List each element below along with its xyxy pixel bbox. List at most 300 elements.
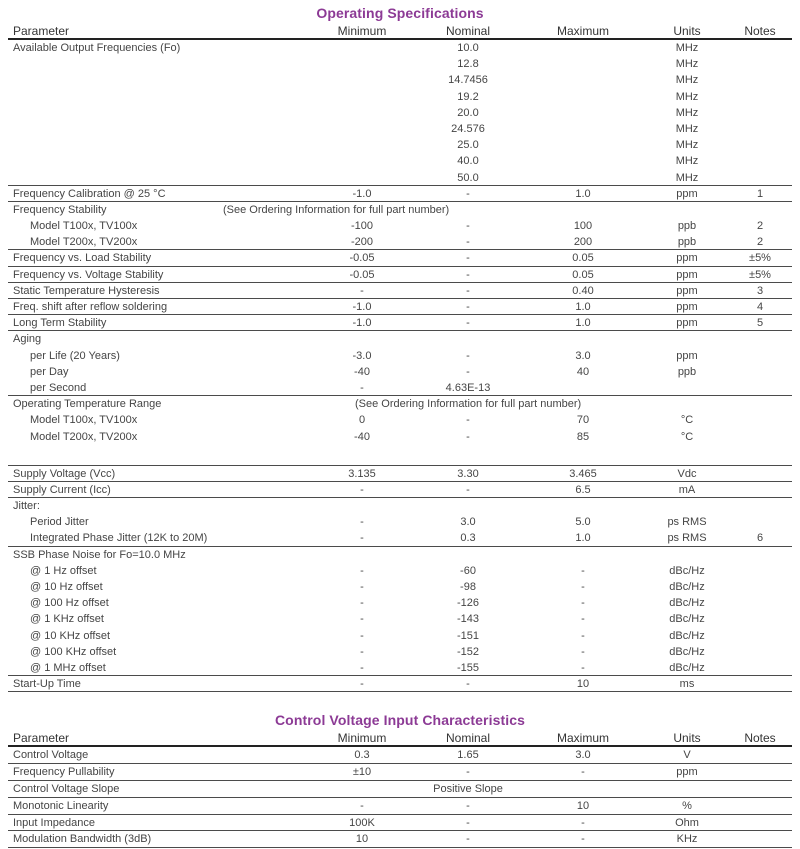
- cell-notes: [728, 660, 792, 675]
- cell-units: ps RMS: [667, 532, 707, 545]
- cell-minimum: 10: [355, 833, 369, 846]
- cell-units: MHz: [675, 122, 699, 135]
- cell-notes: [728, 466, 792, 481]
- cell-nominal: [416, 498, 520, 514]
- cell-parameter: Monotonic Linearity: [13, 799, 109, 812]
- cell-maximum: -: [581, 613, 585, 626]
- cell-nominal: -60: [460, 564, 476, 577]
- cell-maximum: 3.0: [575, 349, 591, 362]
- cell-nominal: -: [466, 483, 470, 496]
- table-row: [8, 283, 792, 299]
- column-header-parameter: Parameter: [13, 731, 70, 745]
- cell-units: MHz: [675, 139, 699, 152]
- cell-parameter: @ 1 KHz offset: [30, 613, 104, 626]
- cell-parameter: Frequency vs. Load Stability: [13, 252, 152, 265]
- cell-units: V: [683, 749, 691, 761]
- cell-minimum: 100K: [349, 816, 375, 829]
- cell-units: Ohm: [675, 816, 699, 829]
- cell-units: MHz: [675, 106, 699, 119]
- cell-nominal: -: [466, 816, 470, 829]
- cell-minimum: -3.0: [352, 349, 372, 362]
- table-row: [8, 40, 792, 56]
- table-row: [8, 234, 792, 250]
- table-row: [8, 412, 792, 428]
- cell-units: ppb: [677, 236, 697, 249]
- table-row: [8, 89, 792, 105]
- cell-parameter: [8, 89, 308, 105]
- cell-maximum: 85: [576, 430, 590, 443]
- cell-parameter: @ 10 KHz offset: [30, 629, 111, 642]
- cell-units: dBc/Hz: [669, 597, 705, 610]
- column-header-parameter: Parameter: [13, 24, 70, 38]
- table-body: [8, 40, 792, 692]
- table-row: [8, 72, 792, 88]
- cell-maximum: [520, 56, 646, 72]
- cell-parameter: @ 1 MHz offset: [30, 661, 106, 674]
- cell-maximum: [520, 153, 646, 169]
- cell-maximum: -: [581, 765, 585, 778]
- cell-units: dBc/Hz: [669, 564, 705, 577]
- table-row: [8, 429, 792, 445]
- cell-minimum: 3.135: [348, 467, 376, 480]
- cell-maximum: 70: [576, 414, 590, 427]
- cell-minimum: -: [360, 799, 364, 812]
- table-row: [8, 121, 792, 137]
- cell-notes: [728, 105, 792, 121]
- table-row: [8, 644, 792, 660]
- cell-parameter: @ 100 Hz offset: [30, 597, 109, 610]
- cell-units: ppb: [677, 365, 697, 378]
- table-row: [8, 595, 792, 611]
- column-header-notes: Notes: [744, 731, 776, 745]
- cell-notes: [728, 676, 792, 691]
- cell-parameter: Available Output Frequencies (Fo): [13, 42, 181, 54]
- table-row-spacer: [8, 445, 792, 466]
- cell-maximum: 0.05: [572, 252, 594, 265]
- table-row: [8, 547, 792, 563]
- cell-maximum: [520, 105, 646, 121]
- cell-parameter: SSB Phase Noise for Fo=10.0 MHz: [13, 548, 186, 561]
- cell-parameter: Supply Voltage (Vcc): [13, 467, 116, 480]
- table-row: [8, 364, 792, 380]
- cell-maximum: 0.05: [572, 268, 594, 281]
- cell-units: ppm: [676, 252, 698, 265]
- table-row: [8, 153, 792, 169]
- cell-notes: 2: [756, 236, 764, 249]
- cell-minimum: -: [360, 629, 364, 642]
- cell-parameter: [8, 153, 308, 169]
- cell-nominal: -151: [456, 629, 480, 642]
- column-header-notes: Notes: [744, 24, 776, 38]
- cell-notes: [728, 72, 792, 88]
- cell-nominal: -: [466, 430, 470, 443]
- table-row: [8, 764, 792, 781]
- cell-notes: [728, 611, 792, 627]
- cell-parameter: Control Voltage Slope: [13, 782, 120, 795]
- cell-notes: [728, 396, 792, 412]
- cell-parameter: per Life (20 Years): [30, 349, 120, 362]
- cell-maximum: [520, 89, 646, 105]
- cell-nominal: -: [466, 765, 470, 778]
- cell-nominal: -: [466, 799, 470, 812]
- table-row: [8, 396, 792, 412]
- cell-parameter: [8, 56, 308, 72]
- cell-maximum: 40: [576, 365, 590, 378]
- cell-maximum: -: [581, 661, 585, 674]
- table-row: [8, 186, 792, 202]
- cell-notes: ±5%: [749, 252, 771, 265]
- cell-nominal: -: [466, 236, 470, 249]
- cell-minimum: [308, 153, 416, 169]
- table-header-row: [8, 23, 792, 40]
- cell-maximum: [520, 170, 646, 185]
- cell-parameter: Jitter:: [13, 500, 40, 513]
- table-row: [8, 170, 792, 186]
- table-row: [8, 676, 792, 692]
- cell-parameter: Model T200x, TV200x: [30, 430, 138, 443]
- cell-maximum: -: [581, 833, 585, 846]
- cell-units: MHz: [675, 90, 699, 103]
- cell-nominal: 0.3: [460, 532, 476, 545]
- cell-nominal: [416, 331, 520, 347]
- cell-nominal: -: [466, 678, 470, 691]
- cell-maximum: -: [581, 816, 585, 829]
- cell-parameter: [8, 72, 308, 88]
- cell-parameter: Modulation Bandwidth (3dB): [13, 833, 152, 846]
- cell-maximum: 1.0: [575, 187, 591, 200]
- cell-notes: [728, 202, 792, 218]
- cell-notes: 4: [756, 301, 764, 313]
- cell-units: dBc/Hz: [669, 613, 705, 626]
- cell-notes: [728, 579, 792, 595]
- cell-nominal: -: [466, 252, 470, 265]
- cell-minimum: -1.0: [352, 301, 372, 313]
- table-row: [8, 202, 792, 218]
- cell-units: ppm: [676, 349, 698, 362]
- cell-minimum: -: [360, 678, 364, 691]
- cell-notes: [728, 644, 792, 660]
- cell-parameter: Aging: [13, 333, 42, 346]
- cell-parameter: Control Voltage: [13, 749, 89, 761]
- cell-nominal: -: [466, 414, 470, 427]
- cell-parameter: Model T100x, TV100x: [30, 414, 138, 427]
- column-header-maximum: Maximum: [556, 24, 609, 38]
- cell-notes: [728, 170, 792, 185]
- cell-notes: [728, 514, 792, 530]
- cell-notes: 3: [756, 284, 764, 297]
- cell-nominal: -: [466, 220, 470, 233]
- cell-notes: [728, 815, 792, 831]
- cell-units: ppm: [676, 268, 698, 281]
- cell-maximum: [520, 781, 646, 797]
- cell-notes: [728, 781, 792, 797]
- cell-units: MHz: [675, 74, 699, 87]
- cell-notes: [728, 831, 792, 847]
- cell-minimum: [308, 331, 416, 347]
- cell-parameter: Frequency vs. Voltage Stability: [13, 268, 164, 281]
- cell-nominal: 20.0: [457, 106, 479, 119]
- cell-units: Vdc: [677, 467, 697, 480]
- cell-maximum: 3.0: [575, 749, 591, 761]
- table-row: [8, 747, 792, 764]
- cell-nominal: 3.30: [457, 467, 479, 480]
- cell-units: MHz: [675, 58, 699, 71]
- cell-notes: [728, 764, 792, 780]
- cell-notes: [728, 364, 792, 380]
- cell-minimum: -: [360, 284, 364, 297]
- cell-minimum: -: [360, 597, 364, 610]
- cell-minimum: -1.0: [352, 187, 372, 200]
- cell-units: [646, 396, 728, 412]
- cell-notes: [728, 153, 792, 169]
- cell-maximum: 10: [576, 678, 590, 691]
- cell-units: dBc/Hz: [669, 645, 705, 658]
- column-header-units: Units: [673, 731, 701, 745]
- cell-minimum: -: [360, 532, 364, 545]
- table-row: [8, 482, 792, 498]
- table-row: [8, 315, 792, 331]
- cell-minimum: 0.3: [354, 749, 370, 761]
- cell-minimum: [308, 498, 416, 514]
- column-header-minimum: Minimum: [337, 731, 387, 745]
- cell-units: MHz: [675, 155, 699, 168]
- cell-notes: [728, 348, 792, 364]
- cell-parameter: Model T200x, TV200x: [30, 236, 138, 249]
- cell-nominal: 10.0: [457, 42, 479, 54]
- cell-minimum: [308, 137, 416, 153]
- cell-units: [646, 331, 728, 347]
- cell-maximum: 3.465: [569, 467, 597, 480]
- cell-parameter: Start-Up Time: [13, 678, 81, 691]
- cell-parameter: Input Impedance: [13, 816, 95, 829]
- table-row: [8, 628, 792, 644]
- cell-parameter: Frequency Pullability: [13, 765, 115, 778]
- cell-units: ppm: [676, 765, 698, 778]
- table-row: [8, 331, 792, 347]
- cell-maximum: [520, 40, 646, 56]
- cell-notes: ±5%: [749, 268, 771, 281]
- cell-maximum: -: [581, 597, 585, 610]
- table-row: [8, 514, 792, 530]
- table-row: [8, 660, 792, 676]
- cell-parameter: [8, 137, 308, 153]
- cell-parameter: per Second: [30, 381, 87, 394]
- cell-minimum: -: [360, 564, 364, 577]
- cell-minimum: -100: [350, 220, 374, 233]
- table-row: [8, 267, 792, 283]
- cell-nominal: -152: [456, 645, 480, 658]
- cell-minimum: -: [360, 645, 364, 658]
- cell-parameter: [8, 170, 308, 185]
- cell-parameter: [8, 105, 308, 121]
- cell-maximum: [520, 202, 646, 218]
- cell-minimum: [308, 89, 416, 105]
- cell-maximum: [520, 498, 646, 514]
- cell-nominal: 1.65: [457, 749, 479, 761]
- cell-minimum: -: [360, 516, 364, 529]
- cell-maximum: [520, 72, 646, 88]
- cell-units: [646, 498, 728, 514]
- cell-parameter: [8, 121, 308, 137]
- cell-nominal: 12.8: [457, 58, 479, 71]
- cell-parameter: Freq. shift after reflow soldering: [13, 301, 168, 313]
- cell-units: [646, 547, 728, 563]
- cell-minimum: [308, 56, 416, 72]
- table-row: [8, 105, 792, 121]
- cell-parameter: @ 100 KHz offset: [30, 645, 117, 658]
- cell-minimum: [308, 121, 416, 137]
- cell-units: °C: [680, 430, 694, 443]
- cell-units: ps RMS: [667, 516, 707, 529]
- cell-nominal: 50.0: [457, 171, 479, 184]
- cell-maximum: 0.40: [572, 284, 594, 297]
- cell-minimum: [308, 72, 416, 88]
- cell-minimum: -: [360, 381, 364, 394]
- cell-nominal: 4.63E-13: [445, 381, 491, 394]
- table-row: [8, 56, 792, 72]
- cell-minimum: -: [360, 613, 364, 626]
- see-ordering-note: (See Ordering Information for full part number): [355, 398, 582, 411]
- cell-minimum: -: [360, 581, 364, 593]
- control-voltage-table: [8, 711, 792, 848]
- cell-parameter: @ 1 Hz offset: [30, 564, 97, 577]
- cell-nominal: -: [466, 365, 470, 378]
- cell-maximum: 5.0: [575, 516, 591, 529]
- cell-units: [646, 202, 728, 218]
- operating-specifications-table: [8, 4, 792, 692]
- cell-nominal: -143: [456, 613, 480, 626]
- cell-maximum: 100: [573, 220, 593, 233]
- see-ordering-note: (See Ordering Information for full part number): [223, 203, 450, 216]
- cell-maximum: 200: [573, 236, 593, 249]
- table-row: [8, 815, 792, 832]
- cell-notes: [728, 563, 792, 579]
- column-header-units: Units: [673, 24, 701, 38]
- cell-notes: [728, 40, 792, 56]
- cell-units: dBc/Hz: [669, 581, 705, 593]
- cell-notes: [728, 798, 792, 814]
- cell-parameter: Supply Current (Icc): [13, 483, 111, 496]
- cell-maximum: 6.5: [575, 483, 591, 496]
- cell-maximum: [520, 137, 646, 153]
- cell-units: dBc/Hz: [669, 661, 705, 674]
- table-row: [8, 250, 792, 266]
- cell-minimum: -40: [354, 365, 370, 378]
- cell-notes: [728, 137, 792, 153]
- cell-nominal: 24.576: [451, 122, 485, 135]
- table-row: [8, 798, 792, 815]
- table-row: [8, 563, 792, 579]
- cell-parameter: Period Jitter: [30, 516, 89, 529]
- cell-maximum: [520, 380, 646, 395]
- cell-units: ppm: [676, 284, 698, 297]
- cell-minimum: -200: [350, 236, 374, 249]
- cell-notes: [728, 498, 792, 514]
- cell-notes: [728, 628, 792, 644]
- cell-notes: [728, 412, 792, 428]
- cell-units: ppm: [676, 317, 698, 330]
- cell-minimum: -0.05: [349, 252, 375, 265]
- cell-minimum: -40: [354, 430, 370, 443]
- cell-parameter: Frequency Stability: [13, 203, 107, 216]
- cell-maximum: 1.0: [575, 532, 591, 545]
- cell-nominal: -: [466, 187, 470, 200]
- cell-maximum: -: [581, 564, 585, 577]
- cell-nominal: 25.0: [457, 139, 479, 152]
- cell-nominal: 3.0: [460, 516, 476, 529]
- cell-nominal: -: [466, 833, 470, 846]
- column-header-minimum: Minimum: [337, 24, 387, 38]
- cell-parameter: per Day: [30, 365, 69, 378]
- cell-parameter: Long Term Stability: [13, 317, 107, 330]
- table-row: [8, 218, 792, 234]
- cell-minimum: -: [360, 483, 364, 496]
- cell-minimum: -0.05: [349, 268, 375, 281]
- cell-units: MHz: [675, 42, 699, 54]
- column-header-nominal: Nominal: [445, 731, 490, 745]
- cell-minimum: [308, 170, 416, 185]
- cell-maximum: 1.0: [575, 301, 591, 313]
- cell-minimum: -: [360, 661, 364, 674]
- cell-nominal: -155: [456, 661, 480, 674]
- cell-notes: [728, 482, 792, 497]
- cell-units: KHz: [676, 833, 698, 846]
- table-row: [8, 299, 792, 315]
- cell-parameter: Static Temperature Hysteresis: [13, 284, 160, 297]
- cell-notes: [728, 121, 792, 137]
- cell-notes: [728, 56, 792, 72]
- cell-notes: 2: [756, 220, 764, 233]
- cell-maximum: -: [581, 645, 585, 658]
- cell-notes: [728, 547, 792, 563]
- cell-minimum: [308, 547, 416, 563]
- cell-parameter: Frequency Calibration @ 25 °C: [13, 187, 166, 200]
- cell-nominal: -: [466, 284, 470, 297]
- table-title: Control Voltage Input Characteristics: [274, 712, 526, 728]
- table-row: [8, 498, 792, 514]
- column-header-maximum: Maximum: [556, 731, 609, 745]
- table-row: [8, 781, 792, 798]
- cell-maximum: 1.0: [575, 317, 591, 330]
- cell-maximum: [520, 331, 646, 347]
- cell-maximum: [520, 547, 646, 563]
- cell-units: ppm: [676, 301, 698, 313]
- cell-parameter: Model T100x, TV100x: [30, 220, 138, 233]
- cell-minimum: ±10: [352, 765, 372, 778]
- cell-notes: [728, 595, 792, 611]
- cell-minimum: [308, 781, 416, 797]
- table-header-row: [8, 730, 792, 747]
- cell-maximum: -: [581, 581, 585, 593]
- cell-minimum: -1.0: [352, 317, 372, 330]
- cell-notes: [728, 89, 792, 105]
- table-row: [8, 348, 792, 364]
- cell-notes: 5: [756, 317, 764, 330]
- cell-nominal: [416, 547, 520, 563]
- cell-parameter: Operating Temperature Range: [13, 398, 162, 411]
- cell-minimum: 0: [358, 414, 366, 427]
- cell-nominal: -: [466, 268, 470, 281]
- cell-notes: [728, 429, 792, 445]
- cell-maximum: [520, 121, 646, 137]
- cell-nominal: 40.0: [457, 155, 479, 168]
- table-row: [8, 466, 792, 482]
- table-row: [8, 611, 792, 627]
- cell-units: °C: [680, 414, 694, 427]
- table-row: [8, 831, 792, 848]
- cell-nominal: Positive Slope: [433, 782, 503, 795]
- cell-parameter: @ 10 Hz offset: [30, 581, 103, 593]
